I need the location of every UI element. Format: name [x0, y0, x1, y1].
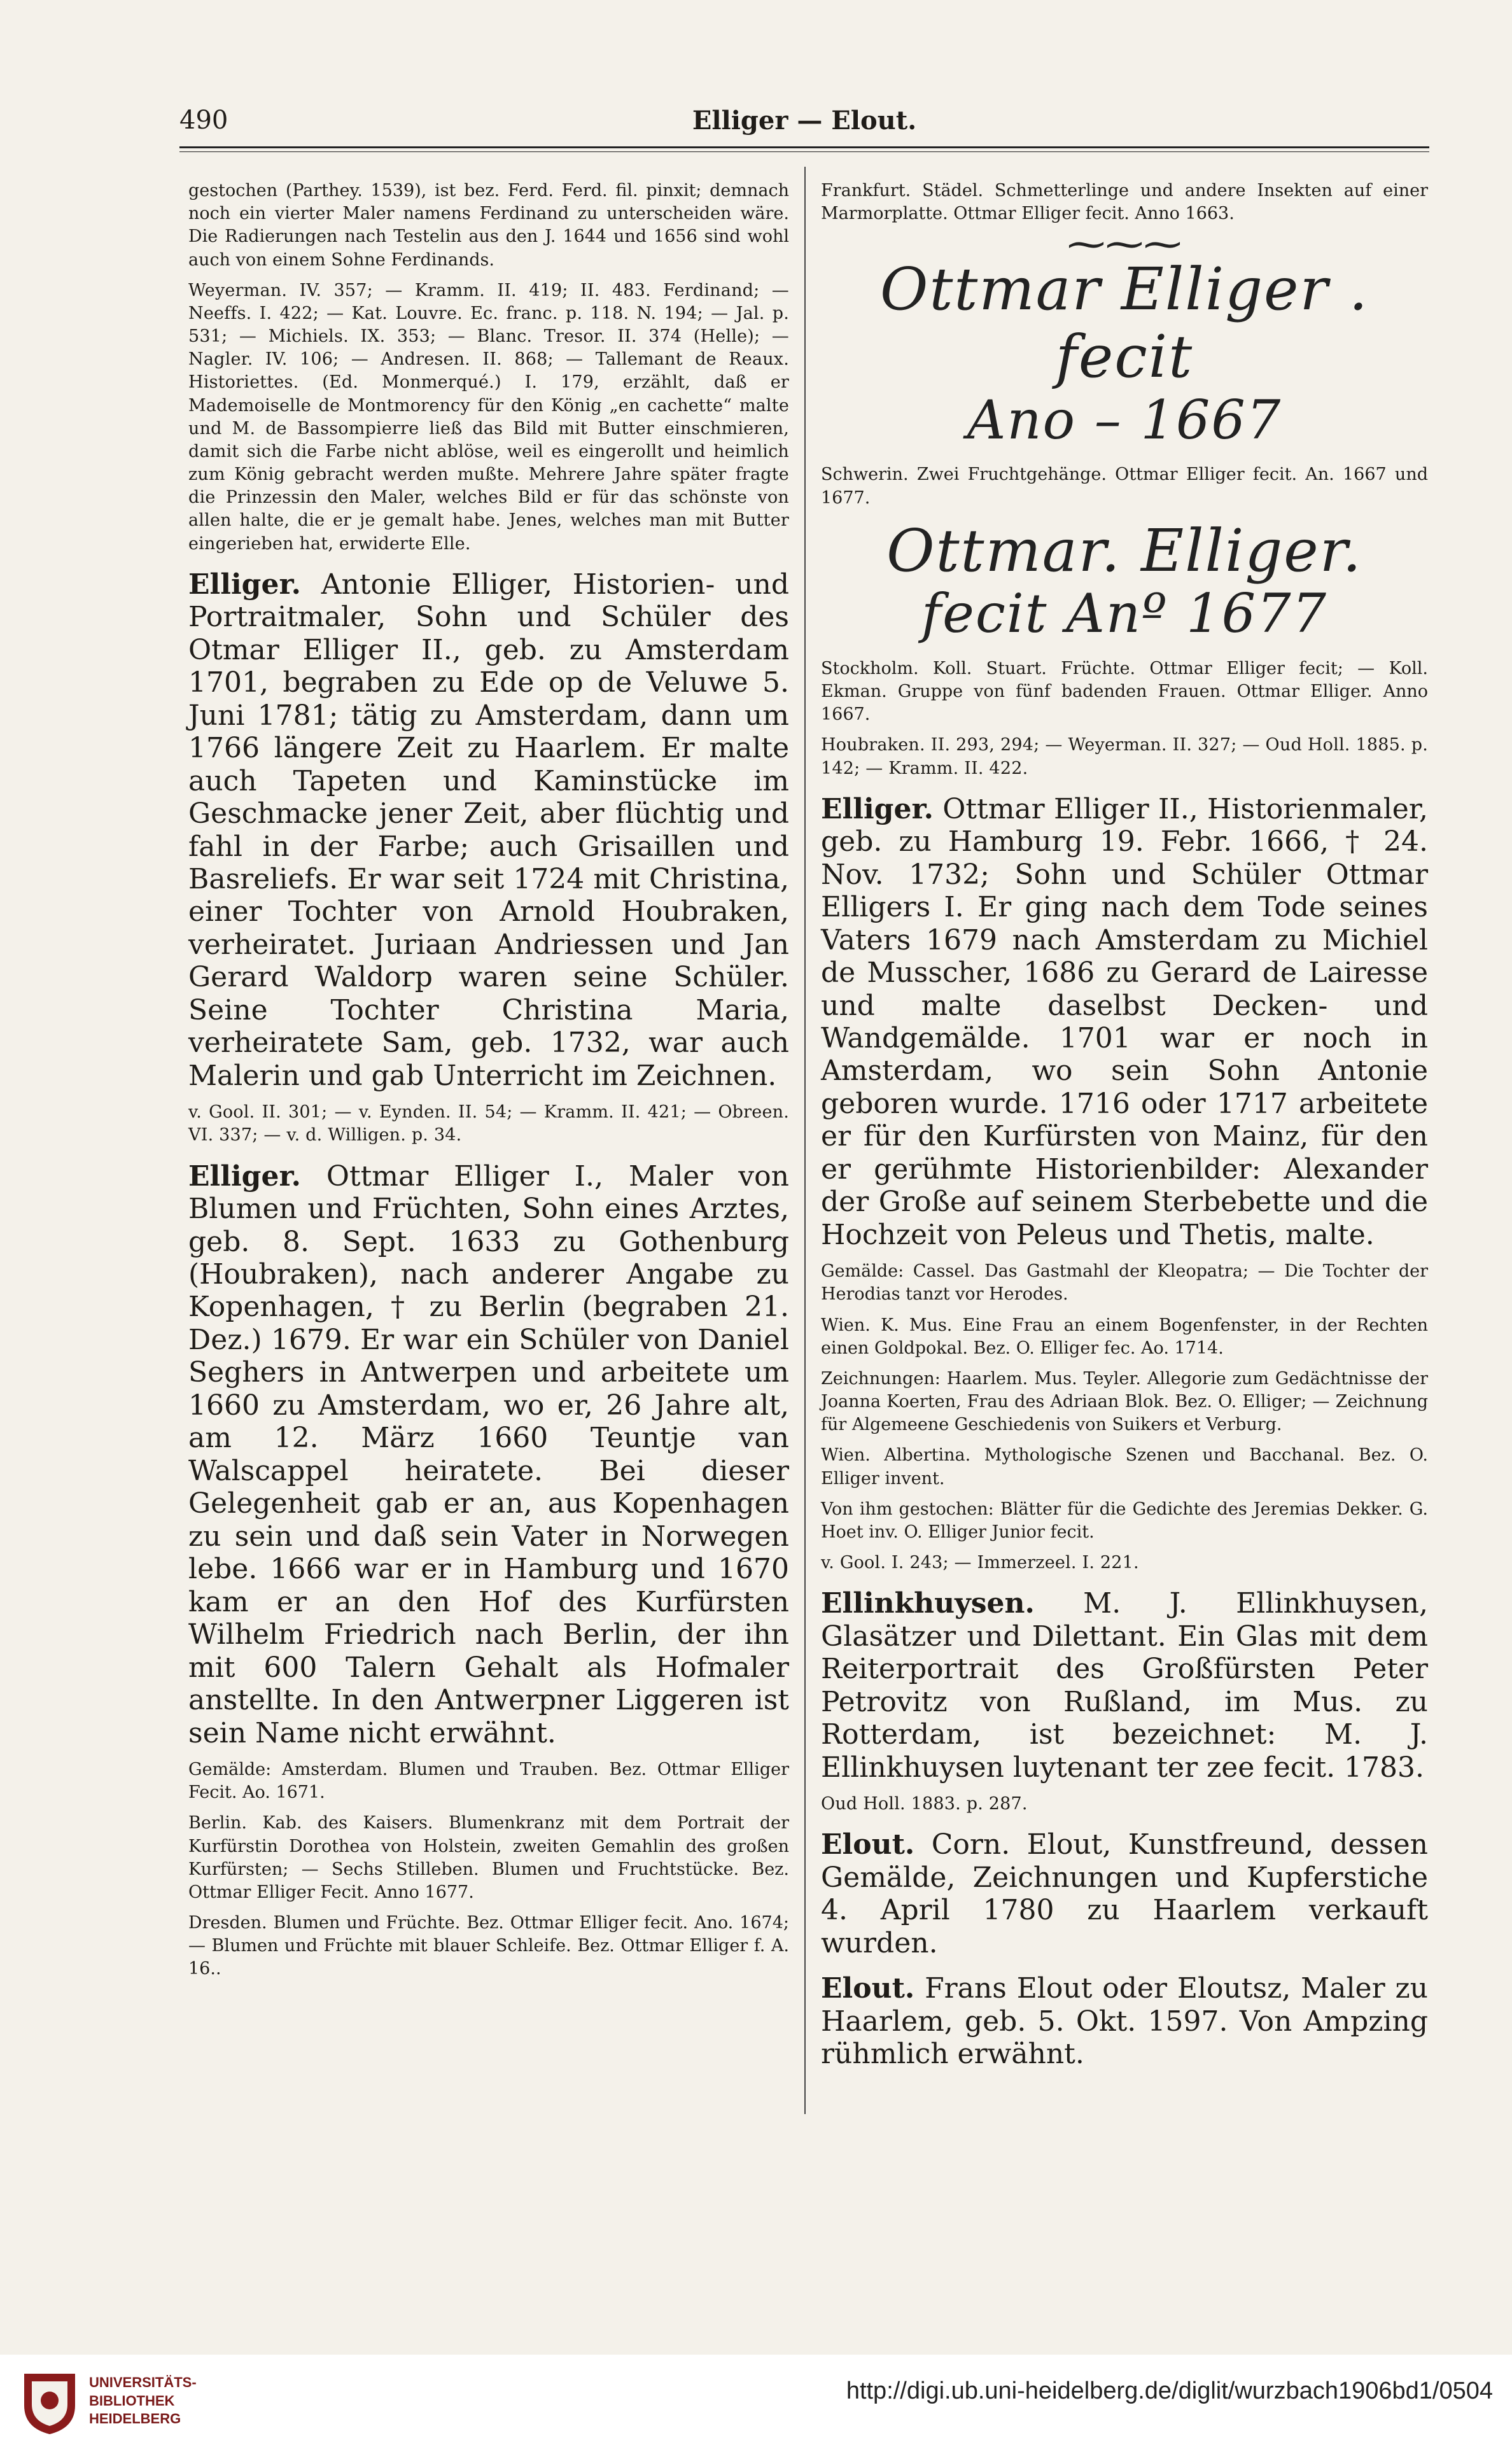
paragraph-text: v. Gool. I. 243; — Immerzeel. I. 221. — [821, 1553, 1139, 1573]
paragraph-text: Frans Elout oder Eloutsz, Maler zu Haarlem, geb. 5. Okt. 1597. Von Ampzing rühmlich erwähnt. — [821, 1972, 1428, 2071]
entry-paragraph — [821, 1587, 1428, 1784]
right-top-block — [821, 179, 1428, 225]
entry-headword: Elout. — [821, 1972, 915, 2005]
reference-paragraph — [188, 279, 789, 556]
signature-flourish: ⁓⁓⁓ — [1067, 222, 1182, 267]
note-paragraph — [188, 1912, 789, 1981]
note-paragraph — [188, 179, 789, 272]
reference-paragraph — [821, 1552, 1428, 1574]
paragraph-text: Houbraken. II. 293, 294; — Weyerman. II. 327; — Oud Holl. 1885. p. 142; — Kramm. II. 422. — [821, 735, 1428, 778]
university-seal-icon — [18, 2367, 81, 2437]
library-name-line-1: UNIVERSITÄTS- — [89, 2374, 197, 2390]
entry-paragraph — [821, 1828, 1428, 1959]
note-paragraph — [821, 657, 1428, 727]
paragraph-text: Dresden. Blumen und Früchte. Bez. Ottmar Elliger fecit. Ano. 1674; — Blumen und Früchte mit blauer Schleife. Bez. Ottmar Elliger f. A. 16.. — [188, 1913, 789, 1979]
signature-line-2: Ano – 1667 — [967, 388, 1282, 451]
paragraph-text: Schwerin. Zwei Fruchtgehänge. Ottmar Elliger fecit. An. 1667 und 1677. — [821, 465, 1428, 508]
signature-line-2: fecit Anº 1677 — [921, 582, 1327, 645]
paragraph-text: M. J. Ellinkhuysen, Glasätzer und Dilettant. Ein Glas mit dem Reiterportrait des Großfürsten Peter Petrovitz von Rußland, im Mus. zu Rotterdam, ist bezeichnet: M. J. Ellinkhuysen luytenant ter zee fecit. 1783. — [821, 1587, 1428, 1784]
entry-paragraph — [188, 1160, 789, 1749]
paragraph-text: Ottmar Elliger II., Historienmaler, geb. zu Hamburg 19. Febr. 1666, † 24. Nov. 1732; Sohn und Schüler Ottmar Elligers I. Er ging nach dem Tode seines Vaters 1679 nach Amsterdam zu Michiel de Musscher, 1686 zu Gerard de Lairesse und malte daselbst Decken- und Wandgemälde. 1701 war er noch in Amsterdam, wo sein Sohn Antonie geboren wurde. 1716 oder 1717 arbeitete er für den Kurfürsten von Mainz, für den er gerühmte Historienbilder: Alexander der Große auf seinem Sterbebette und die Hochzeit von Peleus und Thetis, malte. — [821, 792, 1428, 1251]
right-column — [821, 179, 1428, 2080]
paragraph-text: Wien. K. Mus. Eine Frau an einem Bogenfenster, in der Rechten einen Goldpokal. Bez. O. Elliger fec. Ao. 1714. — [821, 1315, 1428, 1358]
header-rule — [179, 146, 1429, 148]
left-column — [188, 179, 789, 1989]
source-url[interactable]: http://digi.ub.uni-heidelberg.de/diglit/wurzbach1906bd1/0504 — [846, 2378, 1493, 2404]
entry-paragraph — [821, 793, 1428, 1252]
reference-paragraph — [188, 1101, 789, 1147]
entry-paragraph — [821, 1972, 1428, 2070]
entry-headword: Elliger. — [821, 792, 934, 825]
paragraph-text: Antonie Elliger, Historien- und Portraitmaler, Sohn und Schüler des Otmar Elliger II., geb. zu Amsterdam 1701, begraben zu Ede op de Veluwe 5. Juni 1781; tätig zu Amsterdam, dann um 1766 längere Zeit zu Haarlem. Er malte auch Tapeten und Kaminstücke im Geschmacke jener Zeit, aber flüchtig und fahl in der Farbe; auch Grisaillen und Basreliefs. Er war seit 1724 mit Christina, einer Tochter von Arnold Houbraken, verheiratet. Juriaan Andriessen und Jan Gerard Waldorp waren seine Schüler. Seine Tochter Christina Maria, verheiratete Sam, geb. 1732, war auch Malerin und gab Unterricht im Zeichnen. — [188, 568, 789, 1092]
paragraph-text: Berlin. Kab. des Kaisers. Blumenkranz mit dem Portrait der Kurfürstin Dorothea von Holstein, zweiten Gemahlin des großen Kurfürsten; — Sechs Stilleben. Blumen und Fruchtstücke. Bez. Ottmar Elliger Fecit. Anno 1677. — [188, 1813, 789, 1902]
library-name — [89, 2374, 197, 2428]
note-paragraph — [188, 1758, 789, 1804]
note-paragraph — [821, 179, 1428, 225]
paragraph-text: Ottmar Elliger I., Maler von Blumen und Früchten, Sohn eines Arztes, geb. 8. Sept. 1633 zu Gothenburg (Houbraken), nach anderer Angabe zu Kopenhagen, † zu Berlin (begraben 21. Dez.) 1679. Er war ein Schüler von Daniel Seghers in Antwerpen und arbeitete um 1660 zu Amsterdam, wo er, 26 Jahre alt, am 12. März 1660 Teuntje van Walscappel heiratete. Bei dieser Gelegenheit gab er an, aus Kopenhagen zu sein und daß sein Vater in Norwegen lebe. 1666 war er in Hamburg und 1670 kam er an den Hof des Kurfürsten Wilhelm Friedrich nach Berlin, der ihn mit 600 Talern Gehalt als Hofmaler anstellte. In den Antwerpner Liggeren ist sein Name nicht erwähnt. — [188, 1159, 789, 1749]
note-paragraph — [821, 1498, 1428, 1544]
note-paragraph — [821, 463, 1428, 509]
column-divider — [804, 167, 806, 2114]
paragraph-text: gestochen (Parthey. 1539), ist bez. Ferd. Ferd. fil. pinxit; demnach noch ein vierter Maler namens Ferdinand zu unterscheiden wäre. Die Radierungen nach Testelin aus den J. 1644 und 1656 sind wohl auch von einem Sohne Ferdinands. — [188, 181, 789, 270]
paragraph-text: Gemälde: Cassel. Das Gastmahl der Kleopatra; — Die Tochter der Herodias tanzt vor Herodes. — [821, 1261, 1428, 1305]
paragraph-text: Oud Holl. 1883. p. 287. — [821, 1794, 1028, 1814]
paragraph-text: Wien. Albertina. Mythologische Szenen und Bacchanal. Bez. O. Elliger invent. — [821, 1445, 1428, 1489]
note-paragraph — [821, 1314, 1428, 1360]
signature-ottmar-1677 — [821, 517, 1428, 643]
reference-paragraph — [821, 734, 1428, 780]
paragraph-text: v. Gool. II. 301; — v. Eynden. II. 54; — Kramm. II. 421; — Obreen. VI. 337; — v. d. Willigen. p. 34. — [188, 1102, 789, 1145]
reference-paragraph — [821, 1793, 1428, 1816]
library-name-line-2: BIBLIOTHEK — [89, 2392, 175, 2409]
page-number: 490 — [179, 106, 228, 135]
paragraph-text: Gemälde: Amsterdam. Blumen und Trauben. Bez. Ottmar Elliger Fecit. Ao. 1671. — [188, 1760, 789, 1803]
footer-bar — [0, 2355, 1512, 2452]
entry-headword: Ellinkhuysen. — [821, 1587, 1035, 1620]
signature-line-1: Ottmar. Elliger. — [886, 516, 1362, 585]
paragraph-text: Stockholm. Koll. Stuart. Früchte. Ottmar Elliger fecit; — Koll. Ekman. Gruppe von fünf badenden Frauen. Ottmar Elliger. Anno 1667. — [821, 658, 1428, 725]
page-title: Elliger — Elout. — [692, 106, 917, 136]
signature-line-1: Ottmar Elliger . fecit — [880, 255, 1369, 391]
note-paragraph — [821, 1368, 1428, 1437]
right-mid-block — [821, 463, 1428, 509]
note-paragraph — [188, 1812, 789, 1904]
paragraph-text: Weyerman. IV. 357; — Kramm. II. 419; II. 483. Ferdinand; — Neeffs. I. 422; — Kat. Louvre. Ec. franc. p. 118. N. 194; — Jal. p. 531; — Michiels. IX. 353; — Blanc. Tresor. II. 374 (Helle); — Nagler. IV. 106; — Andresen. II. 868; — Tallemant de Reaux. Historiettes. (Ed. Monmerqué.) I. 179, erzählt, daß er Mademoiselle de Montmorency für den König „en cachette“ malte und M. de Bassompierre ließ das Bild mit Butter einschmieren, damit sich die Farbe nicht ablöse, weil es eingerollt und heimlich zum König gebracht werden mußte. Mehrere Jahre später fragte die Prinzessin den Maler, welches Bild er für das schönste von allen halte, die er je gemalt habe. Jenes, welches man mit Butter eingerieben hat, erwiderte Elle. — [188, 280, 789, 554]
right-bottom-block — [821, 657, 1428, 2071]
paragraph-text: Zeichnungen: Haarlem. Mus. Teyler. Allegorie zum Gedächtnisse der Joanna Koerten, Frau des Adriaan Blok. Bez. O. Elliger; — Zeichnung für Algemeene Geschiedenis von Suikers et Verburg. — [821, 1368, 1428, 1435]
entry-headword: Elout. — [821, 1828, 915, 1861]
paragraph-text: Corn. Elout, Kunstfreund, dessen Gemälde, Zeichnungen und Kupferstiche 4. April 1780 zu Haarlem verkauft wurden. — [821, 1828, 1428, 1959]
note-paragraph — [821, 1444, 1428, 1490]
entry-headword: Elliger. — [188, 568, 301, 601]
entry-paragraph — [188, 568, 789, 1093]
header-rule-thin — [179, 151, 1429, 152]
entry-headword: Elliger. — [188, 1159, 301, 1193]
signature-ottmar-1667 — [821, 222, 1428, 451]
paragraph-text: Frankfurt. Städel. Schmetterlinge und andere Insekten auf einer Marmorplatte. Ottmar Elliger fecit. Anno 1663. — [821, 181, 1428, 224]
note-paragraph — [821, 1260, 1428, 1306]
library-name-line-3: HEIDELBERG — [89, 2411, 181, 2427]
paragraph-text: Von ihm gestochen: Blätter für die Gedichte des Jeremias Dekker. G. Hoet inv. O. Elliger Junior fecit. — [821, 1499, 1428, 1542]
page-header — [179, 101, 1429, 145]
